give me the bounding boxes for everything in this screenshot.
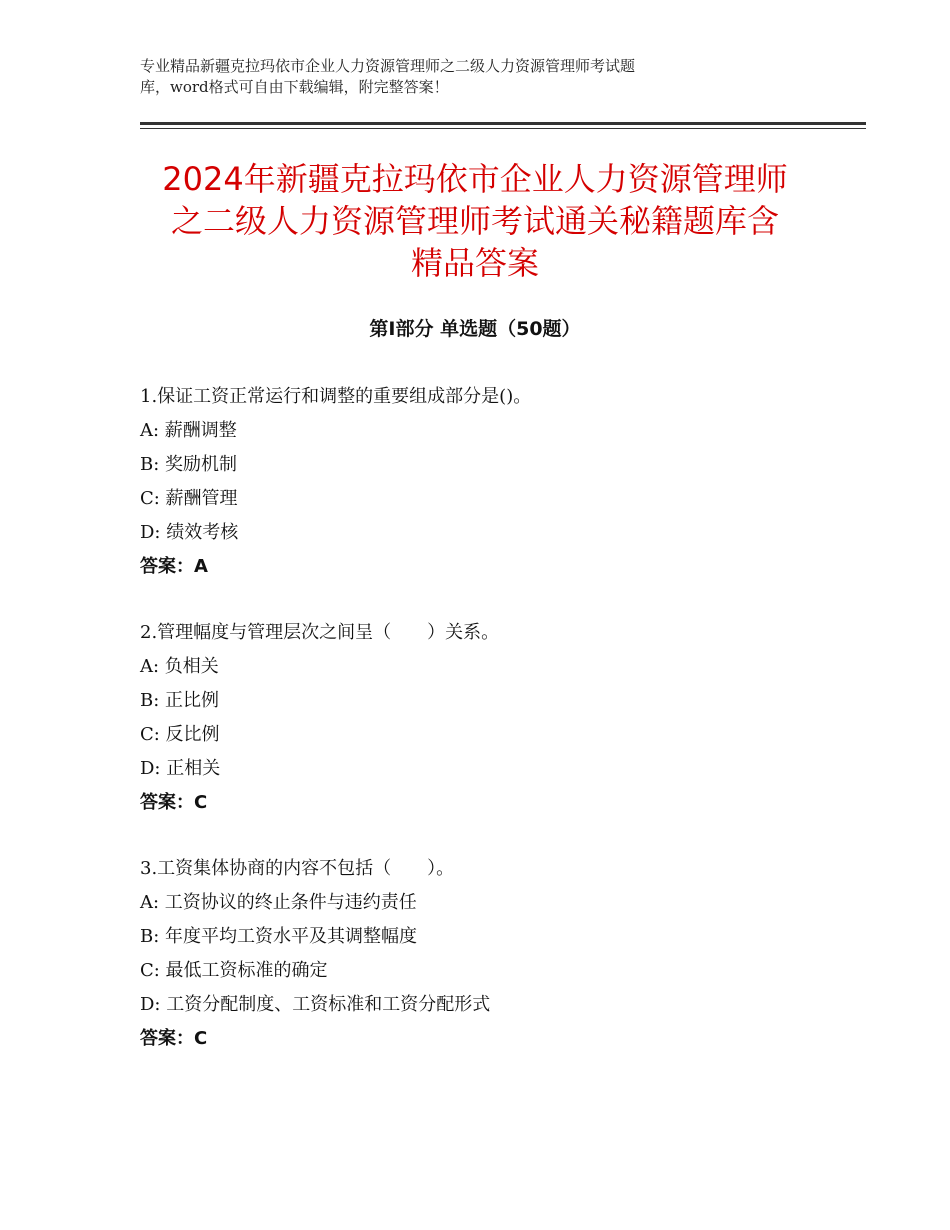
header-divider-thin	[140, 128, 866, 129]
header-note-line-1: 专业精品新疆克拉玛依市企业人力资源管理师之二级人力资源管理师考试题	[140, 57, 636, 75]
option-b: B: 年度平均工资水平及其调整幅度	[140, 926, 418, 947]
option-d: D: 正相关	[140, 758, 221, 779]
question-list	[140, 380, 880, 1088]
question-stem: 3.工资集体协商的内容不包括（ ）。	[140, 858, 455, 879]
answer: 答案：C	[140, 1028, 208, 1049]
header-note-line-2: 库，word格式可自由下载编辑，附完整答案！	[140, 78, 449, 96]
option-a: A: 负相关	[140, 656, 219, 677]
question-stem: 1.保证工资正常运行和调整的重要组成部分是()。	[140, 386, 532, 407]
question-3	[140, 852, 880, 1056]
question-1	[140, 380, 880, 584]
document-title-line-2: 之二级人力资源管理师考试通关秘籍题库含	[170, 202, 779, 240]
option-a: A: 工资协议的终止条件与违约责任	[140, 892, 417, 913]
document-title	[120, 158, 830, 284]
question-2	[140, 616, 880, 820]
question-stem: 2.管理幅度与管理层次之间呈（ ）关系。	[140, 622, 500, 643]
header-note	[140, 56, 780, 98]
option-a: A: 薪酬调整	[140, 420, 237, 441]
option-c: C: 最低工资标准的确定	[140, 960, 328, 981]
option-d: D: 工资分配制度、工资标准和工资分配形式	[140, 994, 491, 1015]
answer: 答案：C	[140, 792, 208, 813]
option-d: D: 绩效考核	[140, 522, 239, 543]
document-title-line-1: 2024年新疆克拉玛依市企业人力资源管理师	[162, 160, 788, 198]
option-b: B: 奖励机制	[140, 454, 238, 475]
option-c: C: 薪酬管理	[140, 488, 238, 509]
document-title-line-3: 精品答案	[410, 244, 539, 282]
option-c: C: 反比例	[140, 724, 220, 745]
header-divider-thick	[140, 122, 866, 125]
answer: 答案：A	[140, 556, 208, 577]
section-title: 第Ⅰ部分 单选题（50题）	[369, 318, 581, 340]
option-b: B: 正比例	[140, 690, 220, 711]
